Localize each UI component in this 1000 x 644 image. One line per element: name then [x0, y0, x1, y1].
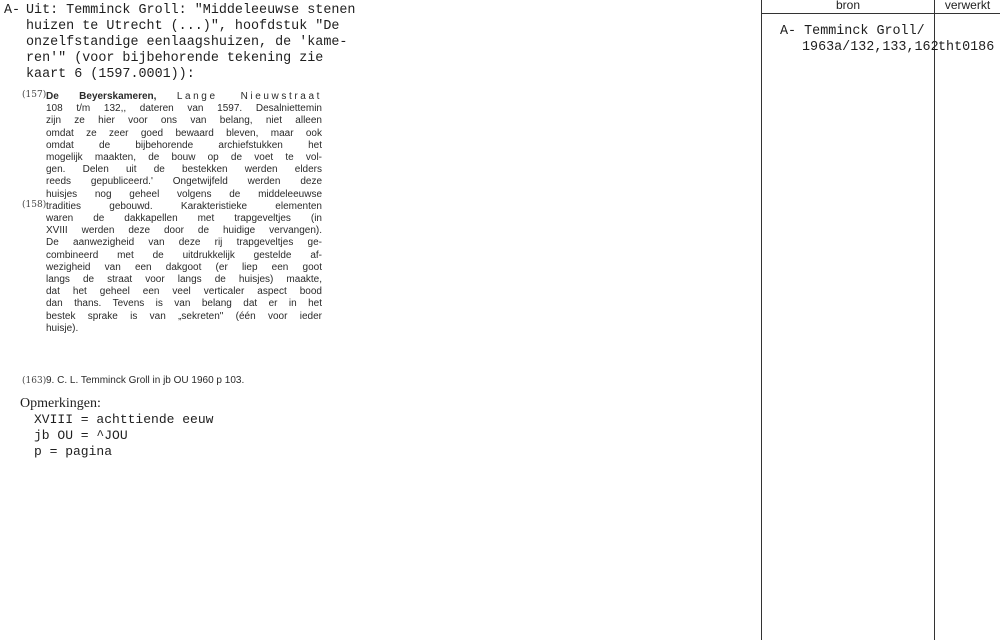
bron-reference: 1963a/132,133,162	[802, 40, 939, 55]
excerpt-street: Lange Nieuwstraat	[176, 91, 322, 102]
table-divider	[761, 0, 762, 640]
excerpt-line: mogelijk maakten, de bouw op de voet te vol-	[46, 152, 322, 164]
excerpt-line: huisjes nog geheel volgens de middeleeuwse	[46, 188, 322, 200]
heading-prefix: A-	[4, 3, 21, 18]
heading-line: ren'" (voor bijbehorende tekening zie	[26, 51, 324, 66]
excerpt-line: XVIII werden deze door de huidige vervangen).	[46, 225, 322, 237]
remarks-item: jb OU = ^JOU	[34, 428, 128, 443]
footnote-text: 9. C. L. Temminck Groll in jb OU 1960 p 103.	[46, 375, 245, 386]
remarks-title: Opmerkingen:	[20, 396, 101, 411]
excerpt-line: omdat de bijbehorende archiefstukken het	[46, 139, 322, 151]
page-marker: (163)	[22, 376, 47, 386]
heading-line: A- Uit: Temminck Groll: "Middeleeuwse stenen	[4, 3, 356, 18]
excerpt-line: huisje).	[46, 322, 79, 334]
excerpt-line: (158) tradities gebouwd. Karakteristieke elementen	[22, 199, 322, 212]
excerpt-line: dan thans. Tevens is van belang dat er in het	[46, 298, 322, 310]
heading-line: huizen te Utrecht (...)", hoofdstuk "De	[26, 19, 340, 34]
excerpt-line: De aanwezigheid van deze rij trapgeveltjes ge-	[46, 237, 322, 249]
column-header-bron: bron	[835, 0, 861, 12]
excerpt-line: omdat ze zeer goed bewaard bleven, maar ook	[46, 127, 322, 139]
remarks-item: p = pagina	[34, 444, 113, 459]
excerpt-title: De Beyerskameren,	[46, 91, 157, 102]
column-header-verwerkt: verwerkt	[944, 0, 991, 12]
bron-cell	[780, 24, 939, 56]
page-marker: (158)	[22, 199, 47, 210]
page-marker: (157)	[22, 90, 47, 100]
excerpt-line	[22, 91, 322, 103]
heading-line: kaart 6 (1597.0001)):	[26, 67, 195, 82]
heading-line: onzelfstandige eenlaagshuizen, de 'kame-	[26, 35, 348, 50]
excerpt-line: bestek sprake is van „sekreten" (één voor ieder	[46, 310, 322, 322]
printed-excerpt	[22, 90, 322, 335]
verwerkt-cell: tht0186	[938, 40, 995, 55]
excerpt-line: dat het geheel een veel verticaler aspect bood	[46, 286, 322, 298]
table-divider	[934, 0, 935, 640]
remarks-block	[20, 396, 213, 460]
bron-author: Temminck Groll/	[804, 24, 925, 39]
excerpt-line: gen. Delen uit de bestekken werden elders	[46, 164, 322, 176]
table-header-rule	[761, 13, 1000, 14]
excerpt-line: wezigheid van een dakgoot (er liep een goot	[46, 261, 322, 273]
excerpt-line: waren de dakkapellen met trapgeveltjes (in	[46, 213, 322, 225]
excerpt-line: 108 t/m 132,, dateren van 1597. Desalniettemin	[46, 103, 322, 115]
excerpt-line: zijn ze hier voor ons van belang, niet alleen	[46, 115, 322, 127]
excerpt-line: reeds gepubliceerd.' Ongetwijfeld werden deze	[46, 176, 322, 188]
excerpt-line: combineerd met de uitdrukkelijk gestelde af-	[46, 249, 322, 261]
bron-prefix: A-	[780, 24, 797, 39]
footnote	[22, 375, 244, 387]
excerpt-line: langs de straat voor langs de huisjes) maakte,	[46, 274, 322, 286]
source-heading	[4, 3, 355, 83]
remarks-item: XVIII = achttiende eeuw	[34, 412, 214, 427]
